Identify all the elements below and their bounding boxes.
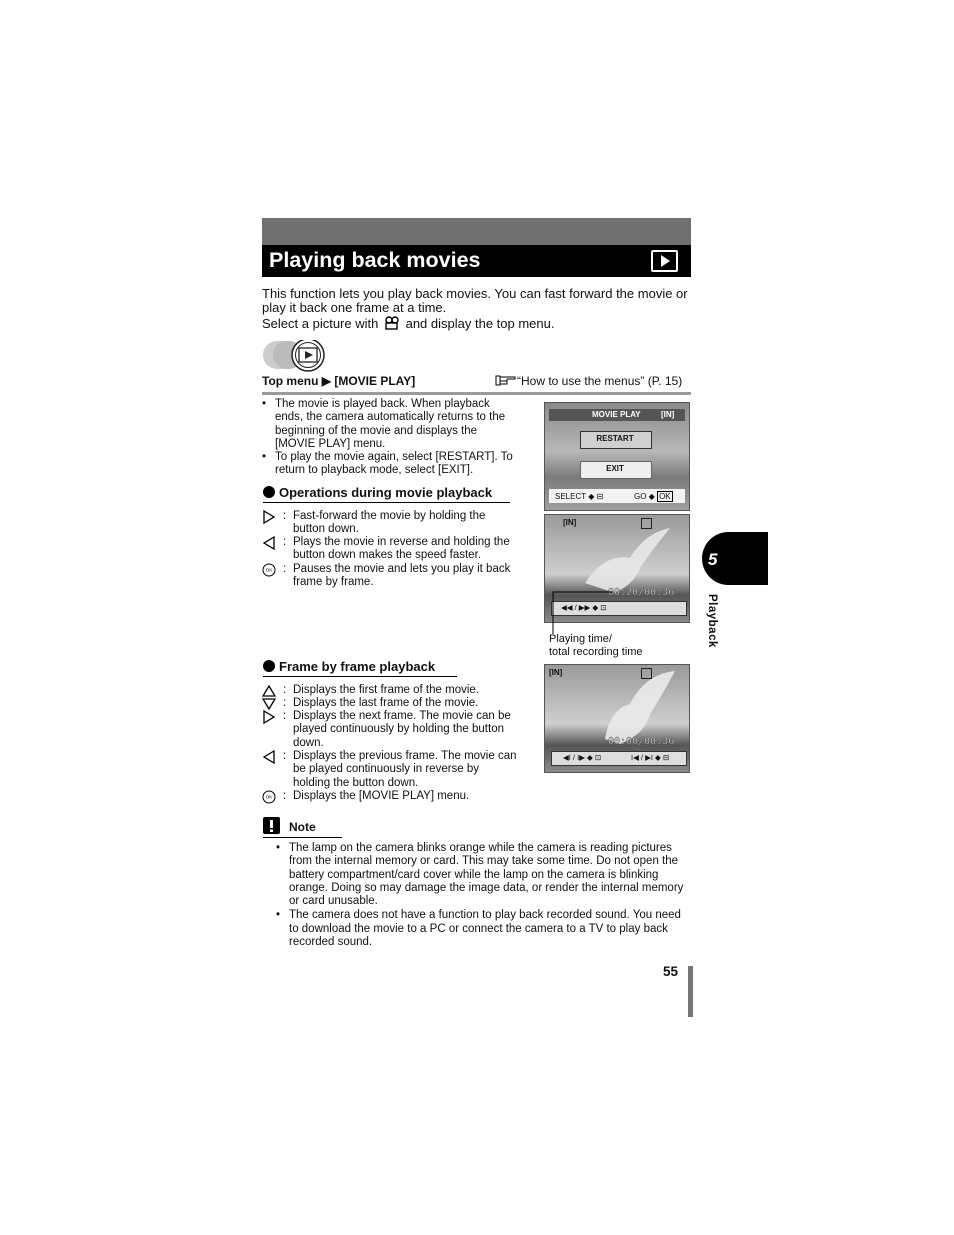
chapter-label: Playback [706, 594, 718, 648]
frame-op-row: : Displays the previous frame. The movie can be played continuously in reverse by holding the button down. [262, 750, 517, 790]
screen-movie-play-menu [544, 402, 690, 511]
section-heading-operations: Operations during movie playback [263, 485, 510, 503]
intro-select-prefix: Select a picture with [262, 316, 379, 331]
menu-title: MOVIE PLAY [592, 410, 641, 419]
playing-time: 00:00/00:36 [608, 736, 675, 747]
op-row: : Fast-forward the movie by holding the button down. [262, 510, 517, 536]
screen-frame-by-frame [544, 664, 690, 773]
menu-reference-text: “How to use the menus” (P. 15) [517, 374, 683, 388]
restart-label: RESTART [596, 434, 634, 443]
memory-badge: [IN] [661, 410, 675, 419]
intro-line-1: This function lets you play back movies. You can fast forward the movie or [262, 286, 688, 301]
callout-line [549, 588, 699, 638]
movie-camera-icon [641, 518, 652, 529]
frame-op-row: : Displays the next frame. The movie can be played continuously by holding the button down. [262, 710, 517, 750]
right-arrow-icon [262, 710, 276, 724]
reference-hand-icon [495, 374, 517, 386]
control-hint-right: I◀ / ▶I ◆ ⊟ [631, 753, 670, 762]
movie-camera-icon [384, 316, 400, 330]
callout-caption-1: Playing time/ [549, 633, 612, 645]
left-arrow-icon [262, 750, 276, 764]
note-list [276, 842, 692, 949]
down-arrow-icon [262, 697, 276, 711]
page-number: 55 [663, 964, 679, 979]
op-row: OK : Pauses the movie and lets you play it back frame by frame. [262, 563, 517, 589]
left-arrow-icon [262, 536, 276, 550]
svg-text:OK: OK [265, 794, 273, 800]
control-hint: ◀◀ / ▶▶ ◆ ⊡ [561, 603, 607, 612]
intro-line-2: play it back one frame at a time. [262, 300, 447, 315]
playing-time: 00:20/00:36 [608, 587, 675, 598]
exit-label: EXIT [606, 464, 624, 473]
list-item: • The camera does not have a function to play back recorded sound. You need to download the movie to a PC or connect the camera to a TV to play back recorded sound. [276, 909, 692, 949]
control-hint-left: ◀I / I▶ ◆ ⊡ [563, 753, 602, 762]
intro-line-3 [262, 316, 692, 332]
section-rule [262, 392, 691, 395]
bullet-list [262, 398, 518, 478]
section-heading-frame: Frame by frame playback [263, 659, 457, 677]
page-number-bar [688, 966, 693, 1017]
callout-caption-2: total recording time [549, 646, 643, 658]
op-row: : Plays the movie in reverse and holding the button down makes the speed faster. [262, 536, 517, 562]
ok-button-icon [262, 790, 276, 804]
note-icon [263, 817, 280, 834]
top-menu-path: Top menu ▶ [MOVIE PLAY] [262, 374, 416, 388]
movie-camera-icon [641, 668, 652, 679]
list-item: • The movie is played back. When playback ends, the camera automatically returns to the beginning of the movie and displays the [MOVIE PLAY] menu. [262, 398, 518, 451]
frame-op-row: OK : Displays the [MOVIE PLAY] menu. [262, 790, 517, 803]
select-hint: SELECT ◆ ⊟ [555, 492, 604, 501]
right-arrow-icon [262, 510, 276, 524]
bullet-dot-icon [263, 486, 275, 498]
menu-reference [495, 374, 682, 389]
intro-select-suffix: and display the top menu. [405, 316, 555, 331]
memory-badge: [IN] [563, 518, 577, 527]
up-arrow-icon [262, 684, 276, 698]
playback-icon [651, 250, 678, 272]
note-rule [263, 837, 342, 838]
note-title: Note [289, 820, 316, 834]
chapter-number: 5 [708, 550, 718, 569]
svg-text:OK: OK [265, 567, 273, 573]
title-banner-top [262, 218, 691, 245]
frame-op-row: : Displays the last frame of the movie. [262, 697, 517, 710]
ok-button-icon [262, 563, 276, 577]
list-item: • To play the movie again, select [RESTART]. To return to playback mode, select [EXIT]. [262, 451, 518, 478]
list-item: • The lamp on the camera blinks orange while the camera is reading pictures from the internal memory or card. This may take some time. Do not open the battery compartment/card cover while the lamp on the camera is blinking orange. Doing so may damage the image data, or render the internal memory or card unusable. [276, 842, 692, 908]
page-title: Playing back movies [269, 248, 481, 272]
frame-op-row: : Displays the first frame of the movie. [262, 684, 517, 697]
bullet-dot-icon [263, 660, 275, 672]
playback-mode-dial-icon [263, 340, 327, 372]
memory-badge: [IN] [549, 668, 563, 677]
go-hint: GO ◆ OK [634, 492, 671, 501]
